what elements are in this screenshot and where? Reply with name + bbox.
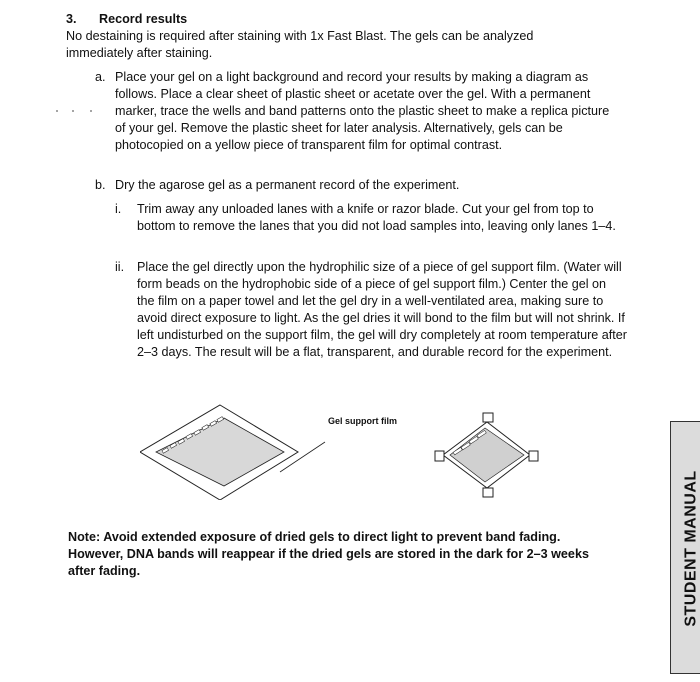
scan-dot <box>90 110 92 112</box>
section-intro: No destaining is required after staining with 1x Fast Blast. The gels can be analyzed immediately after staining. <box>66 29 534 60</box>
step-a-letter: a. <box>95 70 106 84</box>
step-b-ii-letter: ii. <box>115 260 125 274</box>
section-number: 3. <box>66 12 77 26</box>
step-a-text: Place your gel on a light background and record your results by making a diagram as follows. Place a clear sheet of plastic sheet or acetate over the gel. With a permanent marker, trace the wells and band patterns onto the plastic sheet to make a replica picture of your gel. Remove the plastic sheet for later analysis. Alternatively, gels can be photocopied on a yellow piece of transparent film for optimal contrast. <box>115 70 610 152</box>
step-b-letter: b. <box>95 178 106 192</box>
step-b-text: Dry the agarose gel as a permanent record of the experiment. <box>115 178 460 192</box>
section-title: Record results <box>99 12 188 26</box>
gel-outline <box>156 418 284 486</box>
side-tab <box>670 421 700 674</box>
note-text: Note: Avoid extended exposure of dried gels to direct light to prevent band fading. However, DNA bands will reappear if the dried gels are stored in the dark for 2–3 weeks after fading. <box>68 530 589 578</box>
side-tab-label: STUDENT MANUAL <box>682 470 700 627</box>
step-b-i-text: Trim away any unloaded lanes with a knife or razor blade. Cut your gel from top to bottom to remove the lanes that you did not load samples into, leaving only lanes 1–4. <box>137 202 616 233</box>
scan-dot <box>72 110 74 112</box>
step-b-i-letter: i. <box>115 202 122 216</box>
figure-label: Gel support film <box>328 416 398 426</box>
step-b-ii-text: Place the gel directly upon the hydrophilic size of a piece of gel support film. (Water will form beads on the hydrophobic side of a piece of gel support film.) Center the gel on the film on a paper towel and let the gel dry in a well-ventilated area, making sure to avoid direct exposure to light. As the gel dries it will bond to the film but will not shrink. If left undisturbed on the support film, the gel will dry completely at room temperature after 2–3 days. The result will be a flat, transparent, and durable record for the experiment. <box>137 260 627 359</box>
section-heading <box>66 11 187 28</box>
clipped-gel-diagram <box>435 413 538 497</box>
scan-dot <box>56 110 58 112</box>
